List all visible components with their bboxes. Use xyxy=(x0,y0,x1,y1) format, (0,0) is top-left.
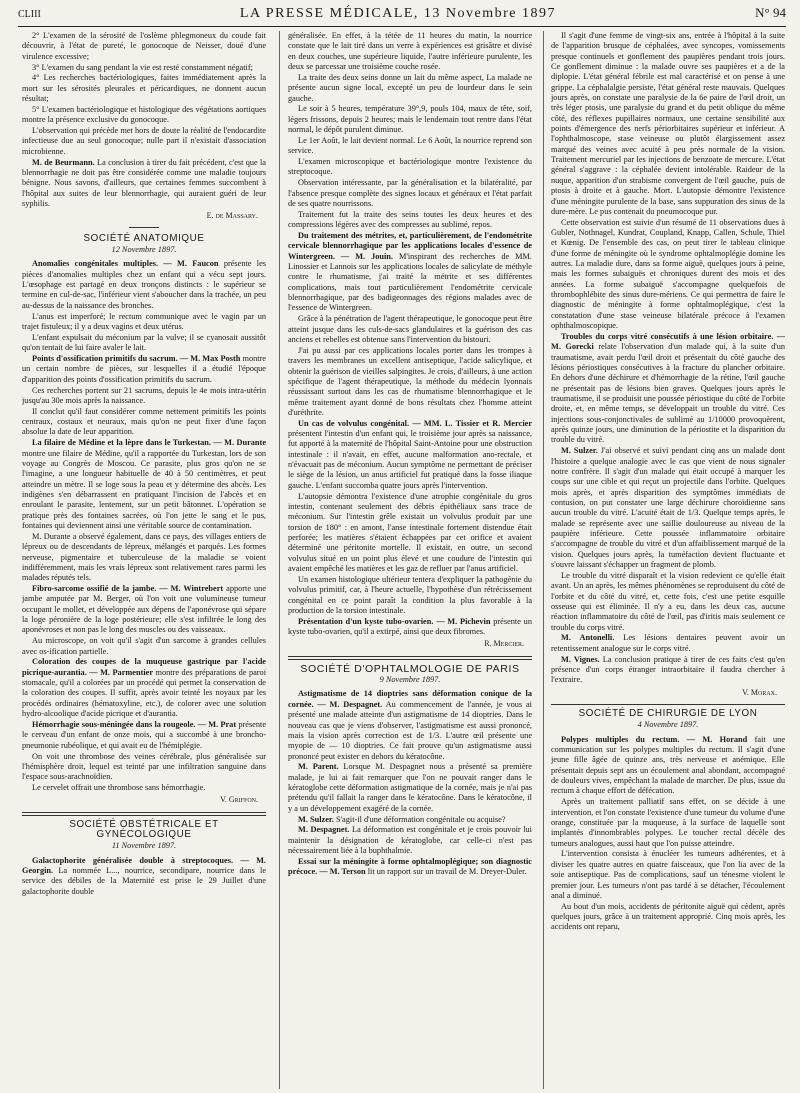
issue-number: N° 94 xyxy=(755,5,786,20)
article xyxy=(288,617,532,638)
article xyxy=(22,584,266,636)
speaker-name: M. Parent. xyxy=(298,762,339,772)
author-signature: E. de Massary. xyxy=(206,211,258,221)
speaker-name: M. Sulzer. xyxy=(298,814,334,824)
column-1 xyxy=(22,31,266,1089)
society-heading: SOCIÉTÉ OBSTÉTRICALE ET GYNÉCOLOGIQUE xyxy=(69,818,219,841)
article-body: lit un rapport sur un travail de M. Dreyer-Duler. xyxy=(365,867,527,877)
paragraph: Au microscope, on voit qu'il s'agit d'un sarcome à grandes cellules avec os-ification partielle. xyxy=(22,636,266,656)
section-rule xyxy=(288,656,532,660)
article xyxy=(288,419,532,491)
article-title: Du traitement des métrites, et, particulièrement, de l'endométrite cervicale blennorrhagique par les applications locales d'essence de Wintergreen. xyxy=(288,231,532,261)
column-divider xyxy=(543,31,544,1089)
paragraph: Grâce à la pénétration de l'agent thérapeutique, le gonocoque peut être atteint jusque dans les culs-de-sacs glandulaires et la guérison des cas anciens et rebelles est obtenue sans l'intervention du bistouri. xyxy=(288,314,532,344)
speaker-name: M. Despagnet. xyxy=(298,825,350,835)
paragraph: L'intervention consista à énucléer les tumeurs adhérentes, et à diviser les quatre autres en quatre faisceaux, que l'on lia avec de la soie antiseptique. Pas de complications, sauf un ténesme violent le premier jour. Les tumeurs n'ont pas tardé à se détacher, l'écoulement anal a diminué. xyxy=(551,849,785,900)
article-title: Essai sur la méningite à forme ophtalmoplégique; son diagnostic précoce. xyxy=(288,856,532,877)
paragraph: L'enfant expulsait du méconium par la vulve; il se cyanosait aussitôt qu'on tentait de lui faire avaler le lait. xyxy=(22,332,266,353)
paragraph-text: Les lésions dentaires peuvent avoir un retentissement analogue sur le corps vitré. xyxy=(551,633,785,653)
article-body: montre des préparations de paroi stomacale, qu'il a colorées par un procédé qui permet la conservation de la coloration des coupes. Il suffit, après avoir teinté les noyaux par les procédés ordinaires (hématoxyline, etc.), de colorer avec une solution hydro-alcoolique d'acide picrique et d'aurantia. xyxy=(22,667,266,719)
article-body: présentent l'intestin d'un enfant qui, le troisième jour après sa naissance, fut apporté à la maternité de l'hôpital Saint-Antoine pour une obstruction intestinale : il n'avait, en effet, aucune malformation ano-rectale, et n'évacuait pas de méconium. Aucun symptôme ne permettant de préciser le siège de la lésion, un anus artificiel fut pratiqué dans la fosse iliaque gauche. L'enfant succomba quatre jours après l'intervention. xyxy=(288,429,532,490)
paragraph xyxy=(288,825,532,856)
article-body: montre une filaire de Médine, qu'il a rapportée du Turkestan, lors de son voyage au Congrès de Moscou. Ce parasite, plus gros qu'on ne se l'imagine, a une longueur habituelle de 40 à 50 centimètres, et peut atteindre un mètre. Il se loge sous la peau et y détermine des abcès. Les indigènes s'en débarrassent en pratiquant l'incision de l'abcès et en enroulant le parasite, lentement, sur un petit bâtonnet. L'opération se pratique près des fontaines sacrées, où l'on jette le sang et le pus, fontaines qui deviennent ainsi une véritable source de contamination. xyxy=(22,448,266,530)
speaker-name: M. de Beurmann. xyxy=(32,157,95,167)
paragraph: Le soir à 5 heures, température 39°,9, pouls 104, maux de tête, soif, légers frissons, depuis 2 heures; mais le lendemain tout rentre dans l'état normal, le dépôt purulent diminue. xyxy=(288,104,532,135)
paragraph: Le 1er Août, le lait devient normal. Le 6 Août, la nourrice reprend son service. xyxy=(288,135,532,156)
article xyxy=(22,720,266,751)
paragraph xyxy=(288,762,532,814)
article-author: — M. Terson xyxy=(317,867,366,877)
paragraph: Observation intéressante, par la généralisation et la bilatéralité, par l'absence presque complète des signes locaux et généraux et l'état parfait de ses quatre nourrissons. xyxy=(288,178,532,208)
paragraph: Il conclut qu'il faut considérer comme nettement primitifs les points centraux, costaux et neuraux, mais qu'on ne peut fixer d'une façon absolue la date de leur apparition. xyxy=(22,406,266,437)
column-divider xyxy=(279,31,280,1089)
author-signature: R. Mercier. xyxy=(484,639,524,649)
session-date: 4 Novembre 1897. xyxy=(637,720,699,730)
author-signature: V. Griffon. xyxy=(220,795,258,805)
paragraph-text: La conclusion pratique à tirer de ces faits c'est qu'en présence d'un corps étranger intraorbitaire il faudra chercher à l'extraire. xyxy=(551,654,785,685)
header-rule xyxy=(18,26,786,27)
article-author: — M. Despagnet. xyxy=(313,699,383,709)
article-body: La nommée L..., nourrice, secondipare, nourrice dans le service des débiles de la Maternité est prise le 29 Juillet d'une galactophorite double xyxy=(22,866,266,896)
paragraph: On voit une thrombose des veines cérébrale, plus généralisée sur l'hémisphère droit, lequel est teinté par une infiltration sanguine dans l'espace sous-arachnoïdien. xyxy=(22,751,266,782)
paragraph: J'ai pu aussi par ces applications locales porter dans les trompes à travers les membranes un excellent antiseptique, l'acide salicylique, et obtenir la guérison de vieilles salpingites. Je crois, d'ailleurs, à une action spécifique de l'agent thérapeutique, la méthode du médecin lyonnais réussissant surtout dans les cas de rhumatisme blennorrhagique et le même traitement ayant donné de bons résultats chez l'homme atteint d'uréthrite. xyxy=(288,345,532,417)
article-author: — M. Horand xyxy=(679,734,748,744)
section-rule xyxy=(22,812,266,816)
paragraph: Après un traitement palliatif sans effet, on se décide à une intervention, et l'on constate l'existence d'une tumeur du volume d'une orange, constituée par la muqueuse, à la surface de laquelle sont implantés d'innombrables polypes. Le toucher rectal décèle des tumeurs analogues, aussi haut que l'on puisse atteindre. xyxy=(551,797,785,848)
section-rule xyxy=(551,704,785,705)
speaker-name: M. Antonelli. xyxy=(561,633,615,643)
paragraph: généralisée. En effet, à la tétée de 11 heures du matin, la nourrice constate que le lait tiré dans un verre à expériences est grisâtre et divisé en deux couches, une supérieure liquide, l'autre inférieure purulente, les deux se parcessar une troisième couche rosée. xyxy=(288,31,532,72)
paragraph: Traitement fut la traite des seins toutes les deux heures et des compressions légères avec des compresses au sublimé, repos. xyxy=(288,209,532,230)
page-number: CLIII xyxy=(18,9,41,20)
article-title: Anomalies congénitales multiples. xyxy=(32,259,159,269)
article-body: présente un kyste tubo-ovarien, qu'il a extirpé, ainsi que deux fibromes. xyxy=(288,616,532,637)
paragraph: Le cervelet offrait une thrombose sans hémorrhagie. xyxy=(32,783,206,793)
article xyxy=(288,231,532,314)
author-signature: V. Morax. xyxy=(742,687,777,697)
article xyxy=(551,735,785,797)
article-title: Polypes multiples du rectum. xyxy=(561,734,680,744)
article-author: — M. Prat xyxy=(195,720,237,729)
paragraph: Au bout d'un mois, accidents de péritonite aiguë qui cèdent, après quelques jours, grâce à un traitement approprié. Cinq mois après, les accidents ont reparu, xyxy=(551,901,785,932)
article xyxy=(22,354,266,385)
paragraph-text: J'ai observé et suivi pendant cinq ans un malade dont l'histoire a quelque analogie avec le cas que vient de nous signaler notre confrère. Il s'agit d'un malade qui était occupé à marquer les coups sur une cible et qui reçut un projectile dans l'orbite. Quelques mois après, et après disparition des symptômes immédiats de contusion, on put constater une large déchirure choroïdienne sans aucun trouble du vitré. L'acuité était de 1/3. Quelque temps après, le malade se représente avec une saillie douloureuse au niveau de la paupière inférieure. Cette poussée inflammatoire orbitaire s'accompagne de trouble du vitré et d'un affaiblissement marqué de la vision. Quelques jours après, la tuméfaction devient fluctuante et s'ouvre laissant s'échapper un fragment de plomb. xyxy=(551,446,785,570)
article-author: — M. Parmentier xyxy=(86,667,154,677)
paragraph xyxy=(22,158,266,210)
article-author: — M. Georgin. xyxy=(22,855,266,876)
society-heading: SOCIÉTÉ D'OPHTALMOLOGIE DE PARIS xyxy=(300,662,520,675)
article-title: Fibro-sarcome ossifié de la jambe. xyxy=(32,584,157,594)
article xyxy=(22,259,266,311)
article-title: Points d'ossification primitifs du sacrum. xyxy=(32,353,178,363)
paragraph-text: S'agit-il d'une déformation congénitale ou acquise? xyxy=(333,814,506,824)
paragraph: L'autopsie démontra l'existence d'une atrophie congénitale du gros intestin, contenant seulement des débris épithéliaux sans trace de méconium. Sur l'intestin grêle existait un volvulus produit par une torsion de 180° : en amont, l'anse intestinale fortement distendue était perforée; les matières s'étaient échappées par cet orifice et avaient déterminé une péritonite mortelle. Il existait, en outre, un second volvulus situé en un point plus élevé et une coudure de l'intestin qui avaient empêché les matières et les gaz de refluer par l'anus artificiel. xyxy=(288,491,532,574)
paragraph: 5° L'examen bactériologique et histologique des végétations aortiques montre la présence exclusive du gonocoque. xyxy=(22,104,266,125)
page-header xyxy=(18,5,786,25)
article xyxy=(551,332,785,446)
session-date: 11 Novembre 1897. xyxy=(111,841,177,851)
article-body: fait une communication sur les polypes multiples du rectum. Il s'agit d'une jeune fille âgée de quinze ans, très nerveuse et anémique. Elle présentait depuis sept ans un écoulement anal abondant, accompagné de douleurs vives, empêchant la malade de marcher. De plus, issue du rectum à chaque effort de défécation. xyxy=(551,734,785,796)
session-date: 12 Novembre 1897. xyxy=(111,245,177,255)
article-title: Coloration des coupes de la muqueuse gastrique par l'acide picrique-aurantia. xyxy=(22,657,266,677)
paragraph: Un examen histologique ultérieur tentera d'expliquer la pathogénie du volvulus primitif, car, à l'heure actuelle, l'hypothèse d'un rétrécissement congénital en ce point paraît la condition la plus favorable à la production de la torsion intestinale. xyxy=(288,574,532,615)
column-2 xyxy=(288,31,532,1089)
paragraph: M. Durante a observé également, dans ce pays, des villages entiers de lépreux ou de descendants de lépreux, mélangés et parqués. Les formes nerveuse, pigmentaire et tuberculeuse de la maladie se voient indifféremment, mais les vrais lépreux sont relativement rares parmi les malades réputés tels. xyxy=(22,531,266,583)
article xyxy=(288,857,532,878)
article xyxy=(288,689,532,761)
article xyxy=(22,856,266,897)
article-author: — M. Gorecki xyxy=(551,331,785,352)
article xyxy=(22,657,266,719)
paragraph: 3° L'examen du sang pendant la vie est resté constamment négatif; xyxy=(32,62,253,72)
paragraph xyxy=(551,633,785,654)
paragraph: Il s'agit d'une femme de vingt-six ans, entrée à l'hôpital à la suite de l'apparition brusque de céphalées, avec syncopes, vomissements presque continuels et gonflement des paupières pendant trois jours. Ce gonflement diminue : la malade ouvre ses paupières et a de la diplopie. L'état général fébrile est mal caractérisé et on pense à une grippe. La céphalalgie persiste, l'état général reste mauvais. Quelques jours après, on constate une paralysie de la 6e paire de l'œil droit, un très léger ptosis, une paralysie du grand et du petit oblique du même côté, des réflexes pupillaires normaux, une certaine sensibilité aux points d'émergence des nerfs périorbitaires supérieur et inférieur. A l'ophthalmoscope, stase veineuse ou plutôt élargissement assez marqué des veines avec acuité à peu près normale de la vision. Traitement mercuriel par les injections de benzoate de mercure. L'état général s'aggrave : la céphalée devient intolérable. Raideur de la nuque, apparition d'un strabisme convergent de l'œil gauche, puis de ptosis à droite et à gauche. Mort. L'autopsie démontre l'existence d'une méningite purulente de la base, sans suppuration des sinus de la dure-mère. Le pus contenait du pneumocoque pur. xyxy=(551,31,785,216)
article-body: Au commencement de l'année, je vous ai présenté une malade atteinte d'un astigmatisme de 14 dioptries. Dans le nouveau cas que je viens d'observer, l'astigmatisme est aussi prononcé, mais la vision après correction est de 1/3. L'autre œil présente une myopie de — 10 dioptries. Ce fait prouve qu'un astigmatisme aussi prononcé peut exister en dehors du kératocône. xyxy=(288,699,532,761)
article-author: — M. Pichevin xyxy=(433,616,491,626)
paragraph: Le trouble du vitré disparaît et la vision redevient ce qu'elle était avant. Un an après, les mêmes phénomènes se reproduisent du côté de l'orbite et du côté du vitré, et, cette fois, c'est une petite esquille osseuse qui est éliminée. Il n'y a eu, dans les deux cas, aucune réaction inflammatoire du côté de l'œil, pas d'iritis mais seulement ce trouble du corps vitré. xyxy=(551,570,785,632)
article-body: montre un certain nombre de pièces, sur lesquelles il a étudié l'époque d'apparition des points d'ossification primitifs du sacrum. xyxy=(22,353,266,384)
article-author: — MM. L. Tissier et R. Mercier xyxy=(409,418,532,428)
paragraph: La traite des deux seins donne un lait du même aspect, La malade ne présente aucun signe local, excepté un peu de lourdeur dans le sein gauche. xyxy=(288,72,532,103)
paragraph xyxy=(551,446,785,570)
speaker-name: M. Vignes. xyxy=(561,654,600,664)
paragraph-text: La conclusion à tirer du fait précédent, c'est que la blennorrhagie ne doit pas être considérée comme une maladie toujours bénigne. Nous savons, d'ailleurs, que certaines femmes succombent à l'hôpital aux suites de leur blennorrhagie, qui auraient guéri de leur syphilis. xyxy=(22,157,266,208)
article-body: présente les pièces d'anomalies multiples chez un enfant qui a vécu sept jours. L'œsophage est partagé en deux tronçons distincts : le supérieur se termine en cul-de-sac, l'inférieur vient s'aboucher dans la trachée, un peu au-dessus de la naissance des bronches. xyxy=(22,259,266,310)
article-body: apporte une jambe amputée par M. Berger, où l'on voit une volumineuse tumeur occupant le mollet, et développée aux dépens de l'aponévrose qui sépare la loge péronière de la loge postérieure; elle s'est infiltrée le long des aponévroses et non pas le long des muscles ou des vaisseaux. xyxy=(22,584,266,635)
separator xyxy=(129,227,159,228)
article xyxy=(22,438,266,531)
paragraph: Cette observation est suivie d'un résumé de 11 observations dues à Gubler, Nothnagel, Kundrat, Coupland, Knapp, Callen, Schule, Thiel et Kœnig. De l'ensemble des cas, on peut tirer le tableau clinique d'une forme de méningite où le syndrome ophtalmoplégie domine les autres. La maladie dure, dans sa forme aiguë, quelques jours à peine, mais les formes subaiguës et chroniques durent des mois et des années. La forme subaiguë s'accompagne quelquefois de thrombophlébite des sinus dure-mériens. Ce qui permettra de faire le diagnostic de méningite à forme ophtalmoplégique, c'est la constatation d'une stase veineuse bilatérale précoce à l'examen ophthalmoscopique. xyxy=(551,217,785,331)
paragraph-text: Lorsque M. Despagnet nous a présenté sa première malade, je lui ai fait remarquer que l'on ne pouvait ranger dans le kératoglobe cette déformation astigmatique de la cornée, mais je n'ai pas prétendu qu'il fallait la ranger dans le kératocône. Dans le kératocône, il y a un développement exagéré de la cornée. xyxy=(288,762,532,813)
article-title: Un cas de volvulus congénital. xyxy=(298,418,410,428)
paragraph: L'observation qui précède met hors de doute la réalité de l'endocardite infectieuse due au seul gonocoque; nulle part il n'existait d'association microbienne. xyxy=(22,126,266,156)
session-date: 9 Novembre 1897. xyxy=(379,675,441,685)
article-title: Galactophorite généralisée double à streptocoques. xyxy=(32,855,234,865)
column-3 xyxy=(551,31,785,1089)
paragraph: 4° Les recherches bactériologiques, faites immédiatement après la mort sur les sérosités pleurales et péricardiques, ne donnent aucun résultat; xyxy=(22,73,266,104)
article-body: relate l'observation d'un malade qui, à la suite d'un traumatisme, avait perdu l'œil droit et présentait du côté gauche des lésions périostiques consécutives à la fracture du plancher orbitaire. En dehors d'une déchirure et d'hémorrhagie de la rétine, l'œil gauche ne présentait pas de lésions bien graves. Quelques jours après le traumatisme, il se produisit une poussée périostique du côté de l'orbite droite, et, en même temps, se développait un trouble du vitré. Ces injections sous-conjonctivales de sublimé au 1/10000 provoquèrent, après quinze jours, une diminution de la périostite et la disparition du trouble du vitré. xyxy=(551,342,785,445)
paragraph-text: La déformation est congénitale et je crois pouvoir lui maintenir la désignation de kératoglobe, car celle-ci n'est pas nécessairement liée à la buphthalmie. xyxy=(288,825,532,856)
article-author: — M. Wintrebert xyxy=(156,584,224,594)
article-author: — M. Durante xyxy=(211,438,266,448)
article-title: Astigmatisme de 14 dioptries sans déformation conique de la cornée. xyxy=(288,689,532,709)
article-author: — M. Jouin. xyxy=(334,251,393,261)
paragraph: L'anus est imperforé; le rectum communique avec le vagin par un trajet fistuleux; il y a deux vagins et deux utérus. xyxy=(22,311,266,331)
speaker-name: M. Sulzer. xyxy=(561,446,598,456)
society-heading: SOCIÉTÉ DE CHIRURGIE DE LYON xyxy=(578,708,758,719)
article-author: — M. Max Posth xyxy=(177,353,241,363)
article-title: La filaire de Médine et la lèpre dans le Turkestan. xyxy=(32,438,211,448)
article-body: présente le cerveau d'un enfant de onze mois, qui a succombé à une broncho-pneumonie rubéolique, et qui avait eu de l'hémiplégie. xyxy=(22,720,266,750)
article-author: — M. Faucon xyxy=(158,259,219,269)
newspaper-title: LA PRESSE MÉDICALE, 13 Novembre 1897 xyxy=(239,6,557,21)
paragraph: L'examen microscopique et bactériologique montre l'existence du streptocoque. xyxy=(288,157,532,177)
article-title: Troubles du corps vitré consécutifs à une lésion orbitaire. xyxy=(561,331,774,341)
paragraph: 2° L'examen de la sérosité de l'oslème phlegmoneux du coude fait découvrir, à l'état de pureté, le gonocoque de Neisser, doué d'une virulence excessive; xyxy=(22,31,266,61)
article-title: Présentation d'un kyste tubo-ovarien. xyxy=(298,616,434,626)
article-title: Hémorrhagie sous-méningée dans la rougeole. xyxy=(32,720,196,729)
article-body: M'inspirant des recherches de MM. Linossier et Lannois sur les applications locales de salicylate de méthyle contre le rhumatisme, j'ai traité la métrite et ses différentes complications, mais tout particulièrement l'endométrite cervicale blennorrhagique, par des badigeonnages des régions malades avec de l'essence de Wintergreen. xyxy=(288,251,532,313)
society-heading: SOCIÉTÉ ANATOMIQUE xyxy=(83,232,205,244)
paragraph xyxy=(288,815,532,825)
paragraph xyxy=(551,655,785,686)
paragraph: Ces recherches portent sur 21 sacrums, depuis le 4e mois intra-utérin jusqu'au 30e mois après la naissance. xyxy=(22,385,266,405)
